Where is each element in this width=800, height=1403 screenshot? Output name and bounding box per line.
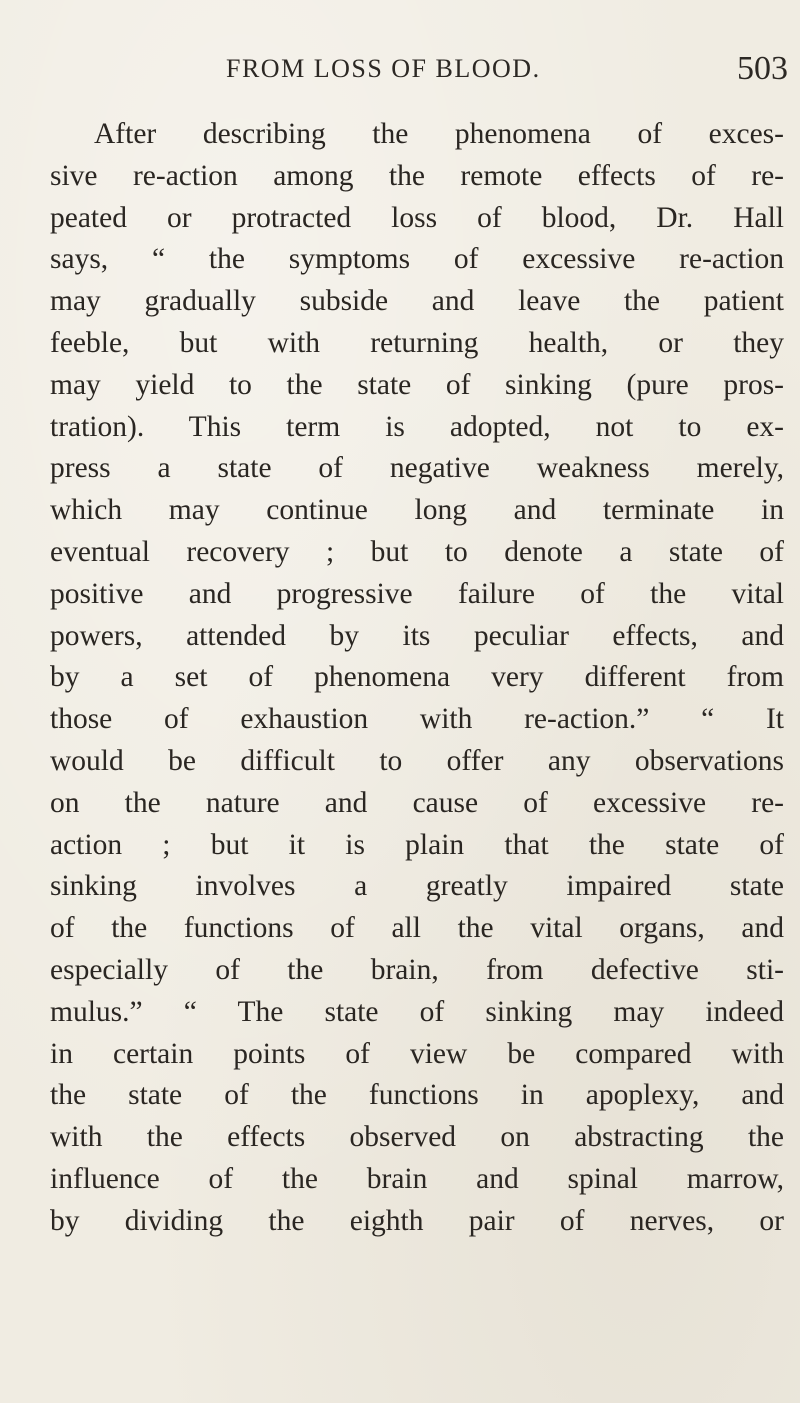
text-line: sive re-action among the remote effects of re- [50, 159, 784, 192]
text-line: may yield to the state of sinking (pure pros- [50, 368, 784, 401]
text-line: those of exhaustion with re-action.” “ It [50, 703, 784, 736]
text-line: the state of the functions in apoplexy, and [50, 1079, 784, 1112]
text-line: powers, attended by its peculiar effects, and [50, 619, 784, 652]
text-line: peated or protracted loss of blood, Dr. Hall [50, 201, 784, 234]
running-title: FROM LOSS OF BLOOD. [226, 54, 541, 83]
text-line: mulus.” “ The state of sinking may indeed [50, 995, 784, 1028]
body-text [50, 114, 784, 1243]
running-head [0, 50, 800, 94]
text-line: says, “ the symptoms of excessive re-action [50, 243, 784, 276]
text-line: on the nature and cause of excessive re- [50, 786, 784, 819]
page-number: 503 [737, 50, 788, 87]
text-line: would be difficult to offer any observations [50, 744, 784, 777]
text-line: tration). This term is adopted, not to ex- [50, 410, 784, 443]
text-line: of the functions of all the vital organs, and [50, 912, 784, 945]
text-line: positive and progressive failure of the vital [50, 577, 784, 610]
text-line: by a set of phenomena very different from [50, 661, 784, 694]
text-line: especially of the brain, from defective sti- [50, 953, 784, 986]
text-line: After describing the phenomena of exces- [94, 118, 784, 150]
text-line: feeble, but with returning health, or they [50, 326, 784, 359]
text-line: sinking involves a greatly impaired state [50, 870, 784, 903]
text-line: which may continue long and terminate in [50, 494, 784, 527]
text-line: eventual recovery ; but to denote a state of [50, 535, 784, 568]
text-line: press a state of negative weakness merely, [50, 452, 784, 485]
text-line: may gradually subside and leave the patient [50, 285, 784, 318]
text-line: action ; but it is plain that the state of [50, 828, 784, 861]
text-line: influence of the brain and spinal marrow, [50, 1162, 784, 1195]
text-line: in certain points of view be compared with [50, 1037, 784, 1070]
text-line: by dividing the eighth pair of nerves, or [50, 1204, 784, 1237]
text-line: with the effects observed on abstracting the [50, 1121, 784, 1154]
